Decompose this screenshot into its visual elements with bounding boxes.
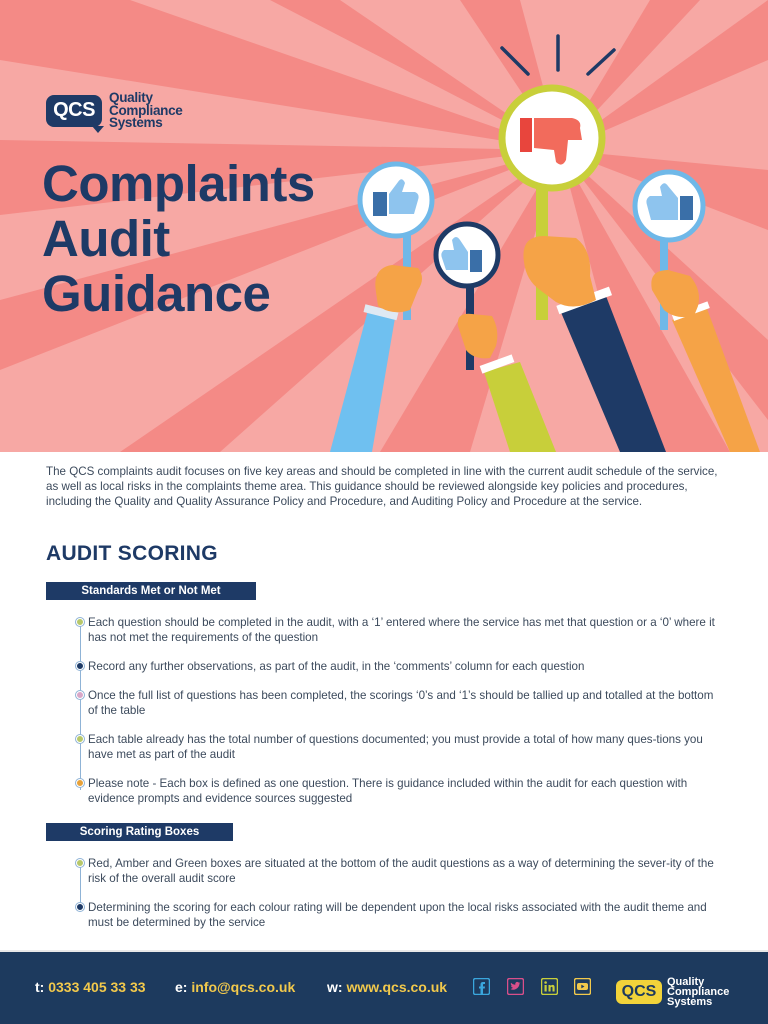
standards-list — [76, 615, 726, 806]
list-item — [76, 688, 726, 718]
twitter-icon[interactable] — [507, 978, 524, 995]
email-key: e: — [175, 979, 188, 995]
web-key: w: — [327, 979, 343, 995]
youtube-icon[interactable] — [574, 978, 591, 995]
hand-thumbs-up-sign-right — [635, 172, 760, 452]
footer-phone[interactable] — [35, 979, 146, 995]
list-item — [76, 856, 726, 886]
logo-line: Compliance — [109, 102, 183, 118]
footer-logo-line: Compliance — [667, 986, 730, 998]
list-item-text: Record any further observations, as part of the audit, in the ‘comments’ column for each question — [88, 660, 585, 673]
bullet-dot — [76, 859, 84, 867]
hand-thumbs-up-sign-left — [330, 164, 432, 452]
list-item-text: Each table already has the total number of questions documented; you must provide a total of how many ques-tions you have met as part of the audit — [88, 733, 703, 761]
title-line: Complaints — [42, 155, 315, 212]
section-heading: AUDIT SCORING — [46, 542, 218, 565]
facebook-icon[interactable] — [473, 978, 490, 995]
footer-logo-line: Systems — [667, 996, 713, 1008]
list-item-text: Each question should be completed in the audit, with a ‘1’ entered where the service has met that question or a ‘0’ where it has not met the requirements of the question — [88, 616, 715, 644]
web-value: www.qcs.co.uk — [346, 979, 448, 995]
title-line: Audit — [42, 210, 170, 267]
list-item-text: Red, Amber and Green boxes are situated at the bottom of the audit questions as a way of determining the sever-ity of the risk of the overall audit score — [88, 857, 714, 885]
footer-logo-line: Quality — [667, 976, 705, 988]
email-value: info@qcs.co.uk — [191, 979, 296, 995]
list-item — [76, 659, 726, 674]
attention-lines-icon — [502, 36, 614, 74]
linkedin-icon[interactable] — [541, 978, 558, 995]
list-item-text: Please note - Each box is defined as one question. There is guidance included within the audit for each question with evidence prompts and evidence sources suggested — [88, 777, 688, 805]
logo-mark: QCS — [46, 95, 102, 127]
list-item-text: Determining the scoring for each colour rating will be dependent upon the local risks associated with the audit theme and must be determined by the service — [88, 901, 707, 929]
logo-line: Quality — [109, 90, 153, 105]
label-scoring-rating-boxes: Scoring Rating Boxes — [46, 823, 233, 841]
rating-boxes-list — [76, 856, 726, 930]
list-item-text: Once the full list of questions has been completed, the scorings ‘0’s and ‘1’s should be tallied up and totalled at the bottom of the table — [88, 689, 714, 717]
footer-logo-wordmark — [667, 977, 729, 1007]
logo-line: Systems — [109, 115, 163, 130]
hero-banner — [0, 0, 768, 452]
list-item — [76, 732, 726, 762]
title-line: Guidance — [42, 265, 271, 322]
footer — [0, 950, 768, 1024]
footer-logo-mark: QCS — [616, 980, 662, 1004]
bullet-dot — [76, 662, 84, 670]
bullet-dot — [76, 618, 84, 626]
intro-paragraph: The QCS complaints audit focuses on five key areas and should be completed in line with the current audit schedule of the service, as well as local risks in the complaints theme area. This guidance should be reviewed alongside key policies and procedures, including the Quality and Quality Assurance Policy and Procedure, and Auditing Policy and Procedure at the service. — [46, 465, 718, 508]
phone-key: t: — [35, 979, 45, 995]
voting-hands-illustration — [0, 0, 768, 452]
list-item — [76, 615, 726, 645]
bullet-dot — [76, 779, 84, 787]
list-item — [76, 900, 726, 930]
footer-email[interactable] — [175, 979, 295, 995]
footer-qcs-logo — [616, 977, 729, 1007]
bullet-dot — [76, 903, 84, 911]
phone-value: 0333 405 33 33 — [48, 979, 146, 995]
bullet-dot — [76, 735, 84, 743]
label-standards-met: Standards Met or Not Met — [46, 582, 256, 600]
footer-website[interactable] — [327, 979, 447, 995]
bullet-dot — [76, 691, 84, 699]
list-item — [76, 776, 726, 806]
